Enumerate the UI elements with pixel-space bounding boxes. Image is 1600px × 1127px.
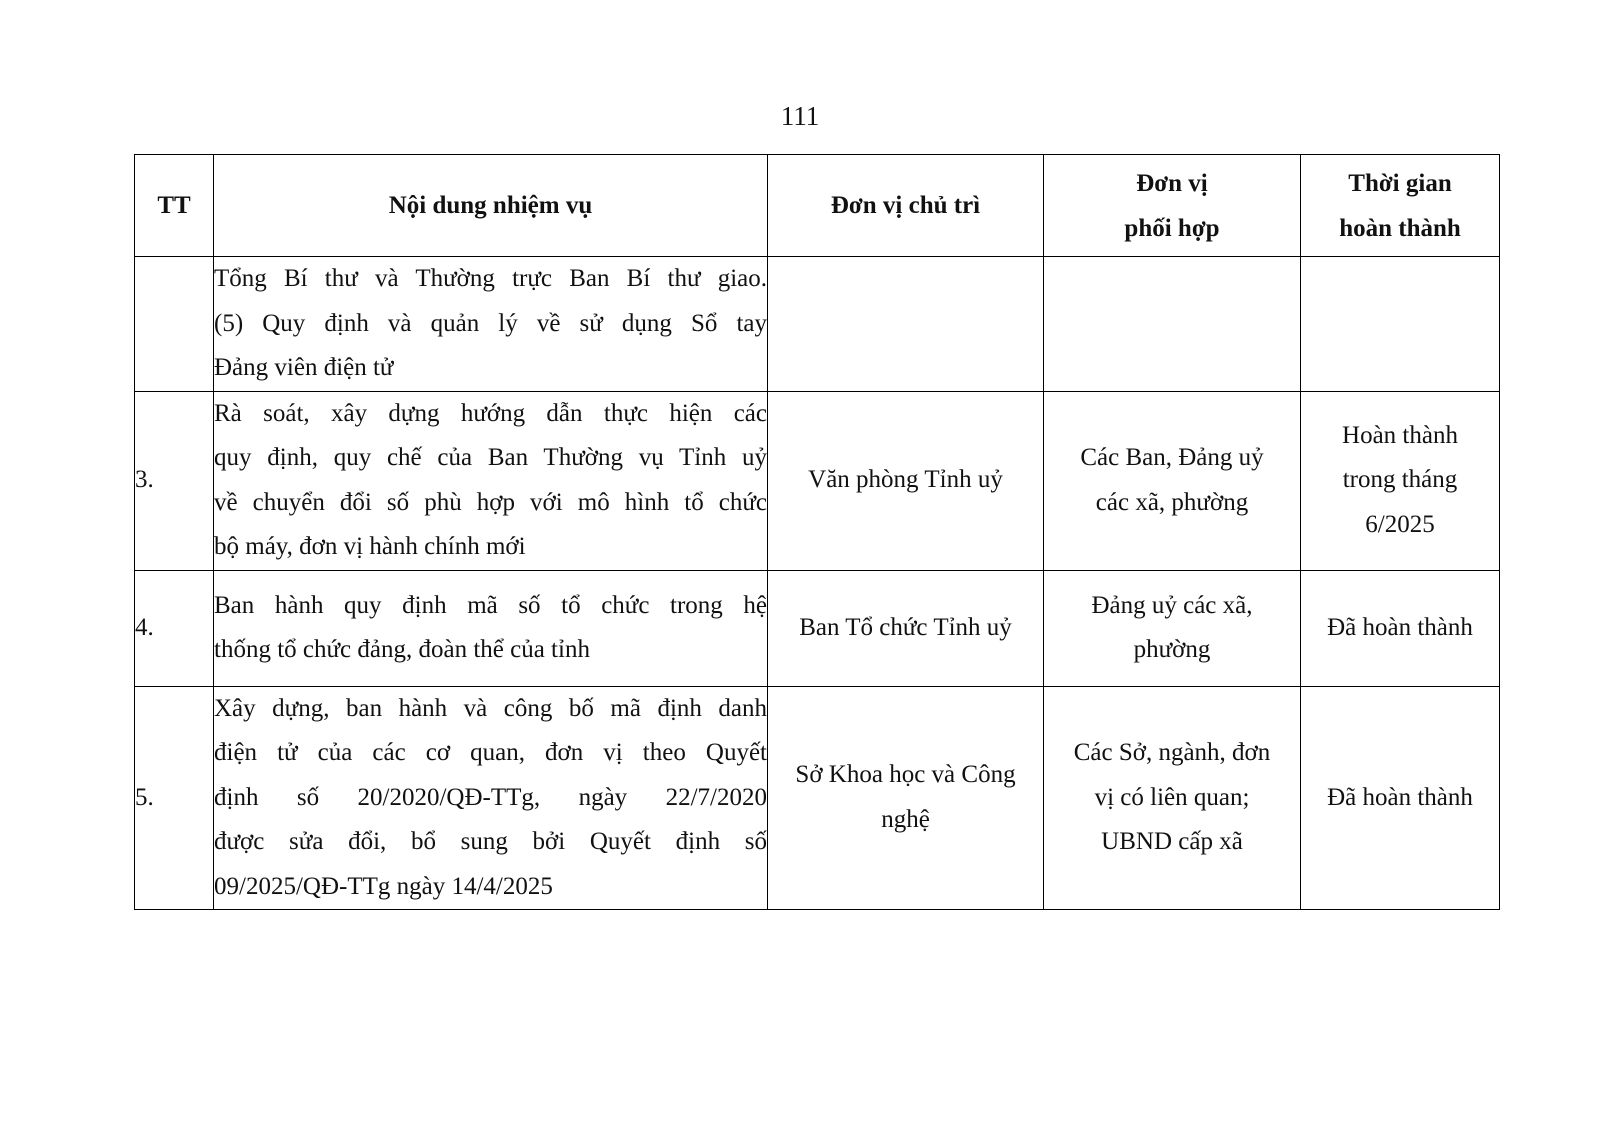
- time-line: Đã hoàn thành: [1327, 783, 1473, 811]
- time-line: Đã hoàn thành: [1327, 613, 1473, 641]
- content-line: định số 20/2020/QĐ-TTg, ngày 22/7/2020: [214, 783, 767, 811]
- row-deadline: [1301, 686, 1500, 910]
- header-content: Nội dung nhiệm vụ: [214, 155, 768, 257]
- time-line: Hoàn thành: [1342, 421, 1458, 449]
- content-line: Xây dựng, ban hành và công bố mã định danh: [214, 694, 767, 722]
- content-line: 09/2025/QĐ-TTg ngày 14/4/2025: [214, 872, 553, 900]
- lead-line: nghệ: [881, 805, 930, 833]
- row-deadline: [1301, 570, 1500, 686]
- coop-line: Đảng uỷ các xã,: [1091, 591, 1253, 619]
- table-row: [135, 391, 1500, 570]
- row-tt: 3.: [135, 391, 214, 570]
- table-header-row: [135, 155, 1500, 257]
- content-line: Ban hành quy định mã số tổ chức trong hệ: [214, 591, 767, 619]
- row-content: [214, 391, 768, 570]
- row-tt: [135, 257, 214, 392]
- row-deadline: [1301, 391, 1500, 570]
- row-lead-unit: [768, 570, 1044, 686]
- header-time-line-1: Thời gian: [1348, 169, 1452, 197]
- row-coop-unit: [1044, 391, 1301, 570]
- row-deadline: [1301, 257, 1500, 392]
- content-line: điện tử của các cơ quan, đơn vị theo Quyết: [214, 739, 767, 766]
- coop-line: vị có liên quan;: [1094, 783, 1250, 811]
- content-line: Rà soát, xây dựng hướng dẫn thực hiện các: [214, 399, 767, 427]
- task-table: [134, 154, 1500, 910]
- page-number: 111: [780, 101, 820, 131]
- row-lead-unit: [768, 257, 1044, 392]
- row-lead-unit: [768, 686, 1044, 910]
- row-coop-unit: [1044, 686, 1301, 910]
- coop-line: các xã, phường: [1095, 488, 1249, 516]
- row-coop-unit: [1044, 570, 1301, 686]
- table-row: [135, 686, 1500, 910]
- content-line: thống tổ chức đảng, đoàn thể của tỉnh: [214, 636, 590, 663]
- header-coop-line-2: phối hợp: [1124, 214, 1220, 242]
- time-line: trong tháng: [1342, 466, 1458, 494]
- row-content: [214, 257, 768, 392]
- time-line: 6/2025: [1365, 510, 1435, 538]
- header-time-line-2: hoàn thành: [1339, 214, 1461, 242]
- row-lead-unit: [768, 391, 1044, 570]
- row-coop-unit: [1044, 257, 1301, 392]
- content-line: bộ máy, đơn vị hành chính mới: [214, 533, 526, 560]
- lead-line: Sở Khoa học và Công: [795, 761, 1016, 789]
- header-deadline: [1301, 155, 1500, 257]
- coop-line: Các Sở, ngành, đơn: [1073, 739, 1271, 766]
- coop-line: UBND cấp xã: [1101, 828, 1243, 855]
- row-tt: 5.: [135, 686, 214, 910]
- lead-line: Ban Tổ chức Tỉnh uỷ: [799, 613, 1012, 641]
- coop-line: phường: [1133, 636, 1211, 663]
- lead-line: Văn phòng Tỉnh uỷ: [808, 466, 1003, 494]
- content-line: (5) Quy định và quản lý về sử dụng Sổ tay: [214, 309, 767, 337]
- row-tt: 4.: [135, 570, 214, 686]
- header-tt: TT: [135, 155, 214, 257]
- header-lead-unit: Đơn vị chủ trì: [768, 155, 1044, 257]
- row-content: [214, 686, 768, 910]
- header-coop-line-1: Đơn vị: [1136, 169, 1208, 197]
- content-line: Tổng Bí thư và Thường trực Ban Bí thư giao.: [214, 265, 767, 292]
- coop-line: Các Ban, Đảng uỷ: [1080, 444, 1264, 471]
- row-content: [214, 570, 768, 686]
- table-row: [135, 257, 1500, 392]
- header-coop-unit: [1044, 155, 1301, 257]
- content-line: được sửa đổi, bổ sung bởi Quyết định số: [214, 828, 767, 855]
- content-line: về chuyển đổi số phù hợp với mô hình tổ chức: [214, 488, 767, 516]
- content-line: Đảng viên điện tử: [214, 354, 394, 381]
- content-line: quy định, quy chế của Ban Thường vụ Tỉnh uỷ: [214, 444, 767, 471]
- table-row: [135, 570, 1500, 686]
